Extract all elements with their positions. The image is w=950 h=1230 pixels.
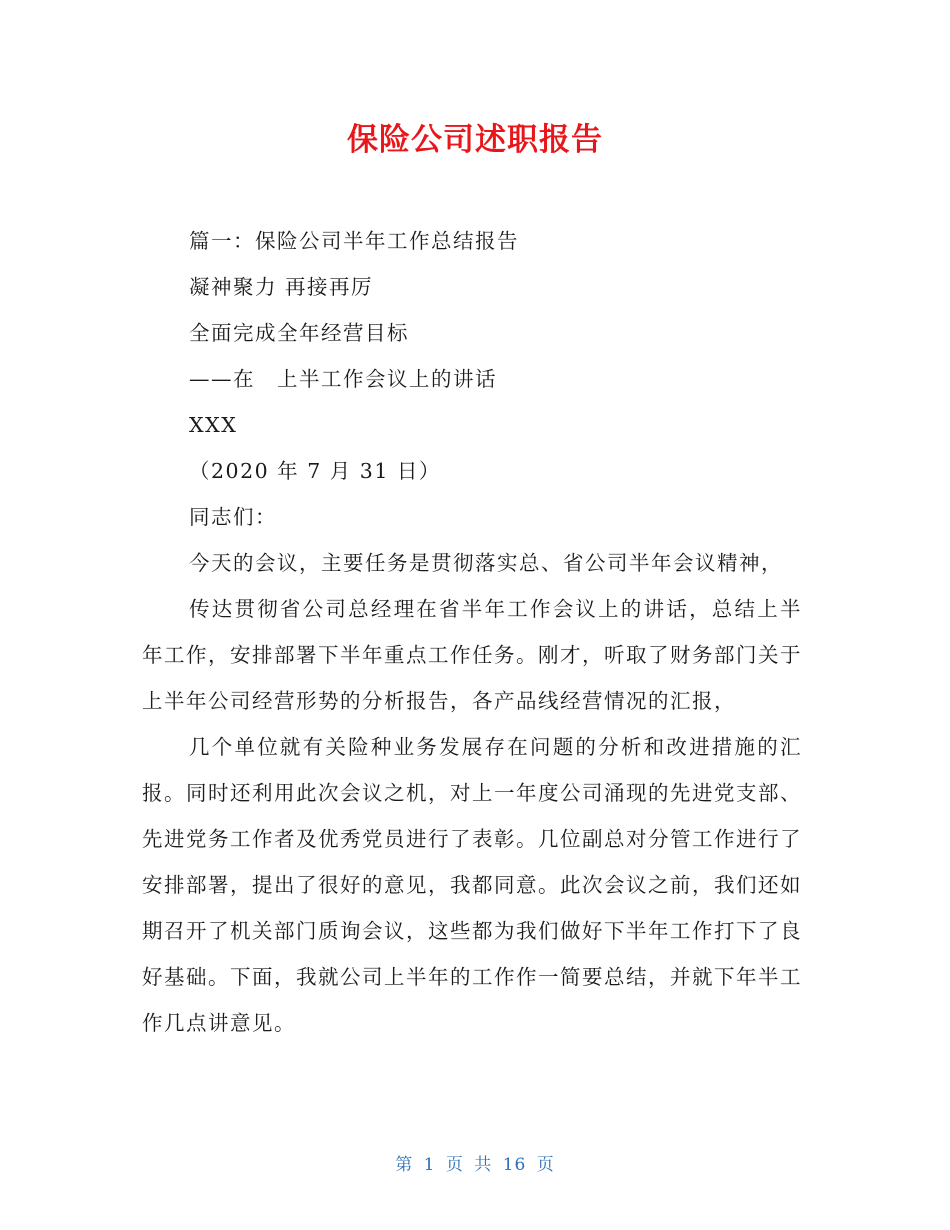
document-body	[142, 218, 802, 1046]
speech-title-line-1: 凝神聚力 再接再厉	[189, 275, 374, 299]
speech-subtitle: ——在 上半工作会议上的讲话	[189, 367, 497, 391]
document-title: 保险公司述职报告	[347, 122, 603, 158]
paragraph-1: 今天的会议，主要任务是贯彻落实总、省公司半年会议精神，	[189, 551, 783, 575]
salutation: 同志们：	[189, 505, 277, 529]
paragraph-2: 传达贯彻省公司总经理在省半年工作会议上的讲话，总结上半年工作，安排部署下半年重点工作任务。刚才，听取了财务部门关于上半年公司经营形势的分析报告，各产品线经营情况的汇报，	[142, 597, 802, 713]
paragraph-3: 几个单位就有关险种业务发展存在问题的分析和改进措施的汇报。同时还利用此次会议之机，对上一年度公司涌现的先进党支部、先进党务工作者及优秀党员进行了表彰。几位副总对分管工作进行了安排部署，提出了很好的意见，我都同意。此次会议之前，我们还如期召开了机关部门质询会议，这些都为我们做好下半年工作打下了良好基础。下面，我就公司上半年的工作作一简要总结，并就下年半工作几点讲意见。	[142, 735, 802, 1035]
speech-date: （2020 年 7 月 31 日）	[189, 459, 441, 483]
speaker-name: XXX	[189, 413, 238, 437]
page-footer: 第 1 页 共 16 页	[395, 1155, 555, 1175]
section-heading: 篇一：保险公司半年工作总结报告	[189, 229, 519, 253]
speech-title-line-2: 全面完成全年经营目标	[189, 321, 409, 345]
